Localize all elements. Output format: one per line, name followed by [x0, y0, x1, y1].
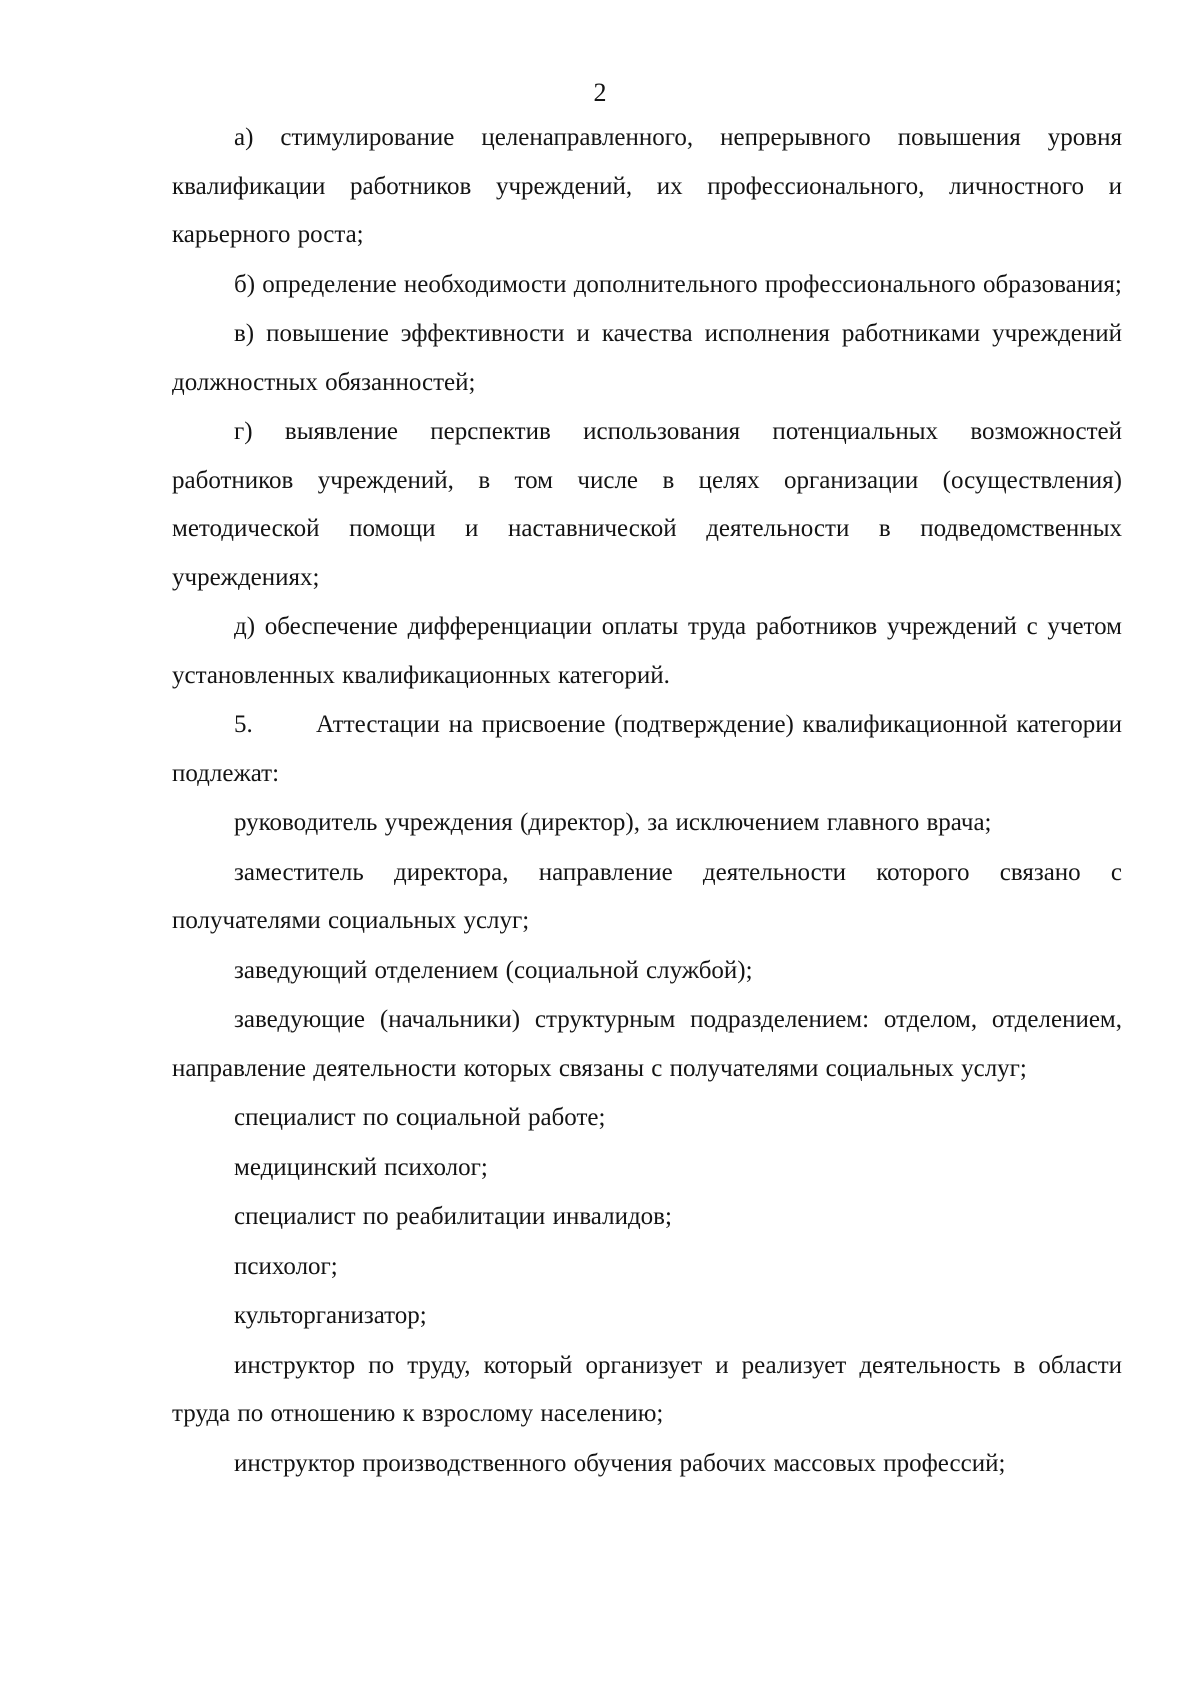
position-item: культорганизатор; — [234, 1302, 427, 1329]
item-5-number: 5. — [234, 711, 253, 738]
item-5-text: Аттестации на присвоение (подтверждение) квалификационной категории подлежат: — [172, 711, 1122, 787]
position-item: специалист по реабилитации инвалидов; — [234, 1203, 672, 1230]
position-item: медицинский психолог; — [234, 1153, 488, 1181]
position-item: инструктор производственного обучения рабочих массовых профессий; — [234, 1449, 1006, 1477]
position-item: инструктор по труду, который организует и реализует деятельность в области труда по отношению к взрослому населению; — [172, 1351, 1122, 1427]
position-item: руководитель учреждения (директор), за исключением главного врача; — [234, 809, 992, 836]
position-item: специалист по социальной работе; — [234, 1104, 606, 1131]
position-item: психолог; — [234, 1252, 338, 1280]
document-body — [172, 114, 1122, 1488]
paragraph-b: б) определение необходимости дополнительного профессионального образования; — [234, 270, 1122, 298]
position-item: заведующие (начальники) структурным подразделением: отделом, отделением, направление деятельности которых связаны с получателями социальных услуг; — [172, 1006, 1122, 1082]
paragraph-g: г) выявление перспектив использования потенциальных возможностей работников учреждений, в том числе в целях организации (осуществления) методической помощи и наставнической деятельности в подведомственных учреждениях; — [172, 418, 1122, 591]
position-item: заведующий отделением (социальной службой); — [234, 956, 753, 984]
item-5 — [172, 701, 1122, 798]
paragraph-v: в) повышение эффективности и качества исполнения работниками учреждений должностных обязанностей; — [172, 320, 1122, 396]
position-item: заместитель директора, направление деятельности которого связано с получателями социальных услуг; — [172, 858, 1122, 934]
paragraph-d: д) обеспечение дифференциации оплаты труда работников учреждений с учетом установленных квалификационных категорий. — [172, 613, 1122, 689]
paragraph-a: а) стимулирование целенаправленного, непрерывного повышения уровня квалификации работников учреждений, их профессионального, личностного и карьерного роста; — [172, 124, 1122, 248]
page-number: 2 — [593, 78, 607, 107]
